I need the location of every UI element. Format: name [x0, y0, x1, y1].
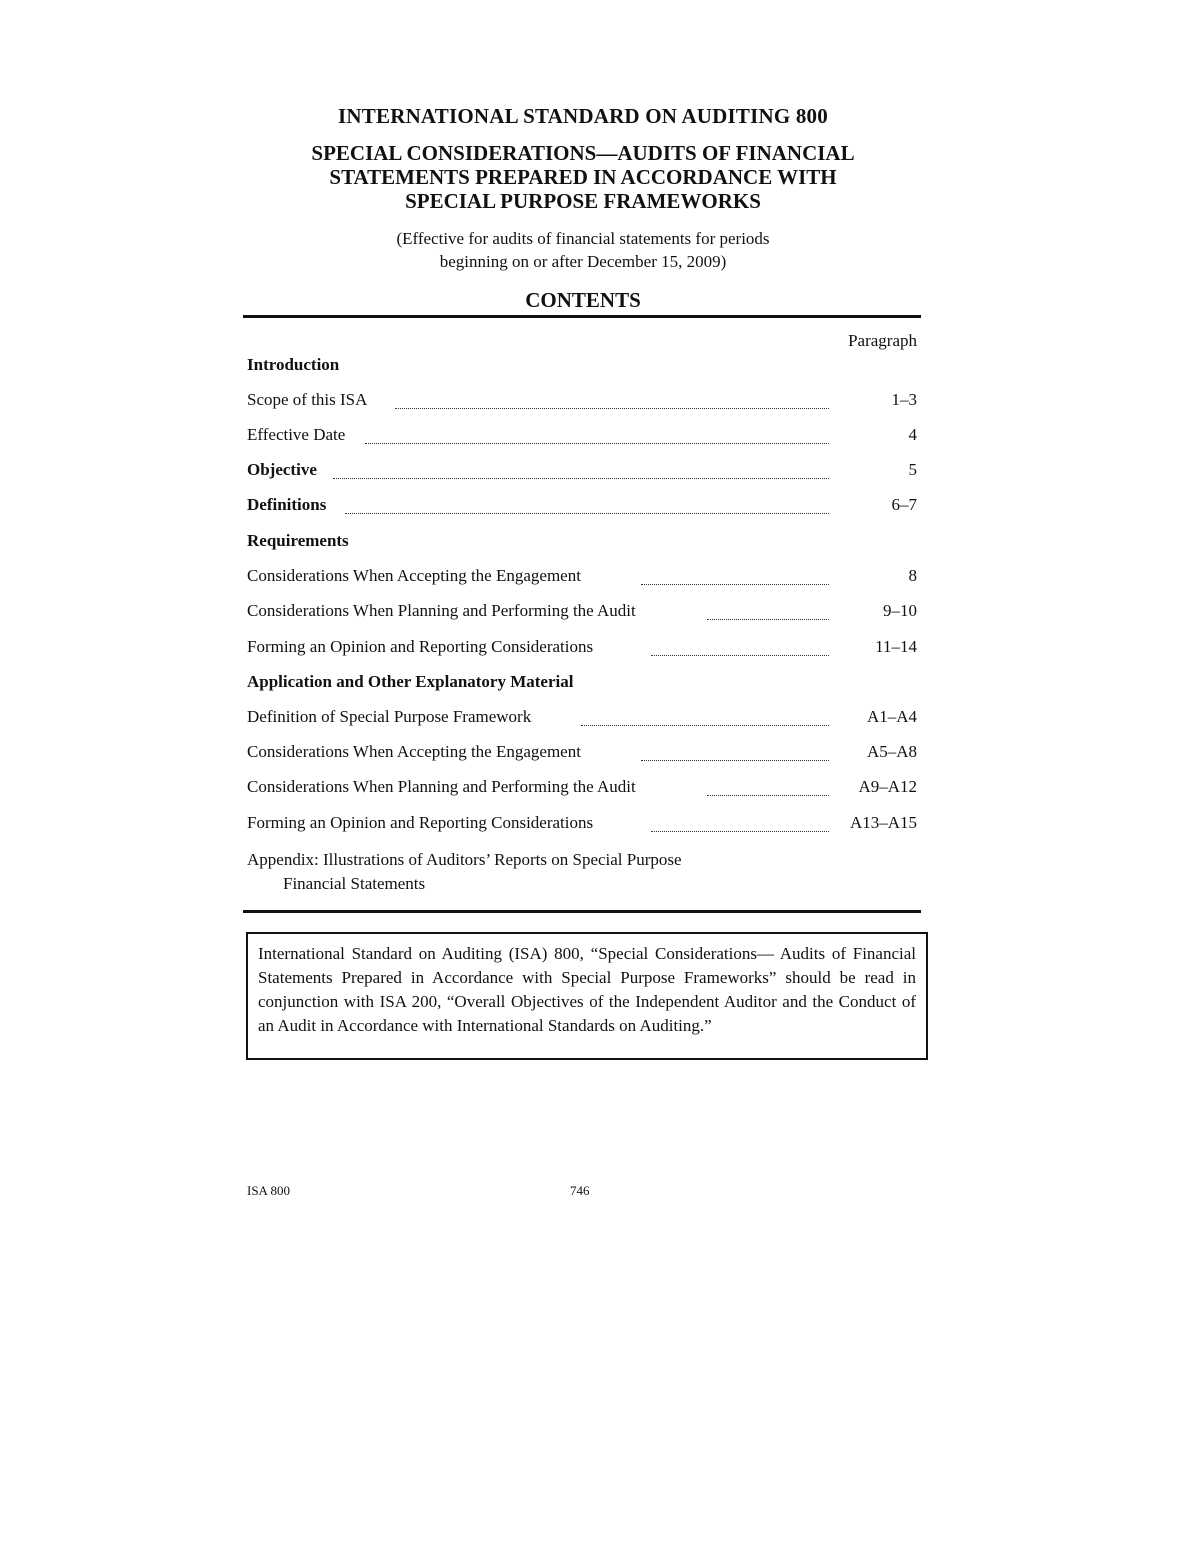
toc-label: Application and Other Explanatory Material — [247, 672, 574, 691]
toc-paragraphs: A9–A12 — [858, 777, 917, 796]
toc-label: Forming an Opinion and Reporting Considerations — [247, 637, 597, 657]
contents-heading: CONTENTS — [525, 288, 641, 312]
toc-paragraphs: 1–3 — [891, 390, 917, 409]
toc-section-heading — [247, 672, 917, 696]
toc-label: Definition of Special Purpose Framework — [247, 707, 535, 727]
toc-entry — [247, 460, 917, 484]
subtitle-line: SPECIAL PURPOSE FRAMEWORKS — [405, 189, 761, 213]
toc-label: Scope of this ISA — [247, 390, 371, 410]
toc-appendix — [247, 848, 917, 896]
paragraph-column-label: Paragraph — [848, 331, 917, 350]
toc-section-heading — [247, 531, 917, 555]
toc-paragraphs: A5–A8 — [866, 742, 917, 761]
appendix-line: Appendix: Illustrations of Auditors’ Reports on Special Purpose — [247, 850, 682, 869]
toc-label: Introduction — [247, 355, 340, 374]
footer-section-label: ISA 800 — [247, 1183, 290, 1198]
toc-entry — [247, 566, 917, 590]
toc-entry — [247, 425, 917, 449]
toc-label: Objective — [247, 460, 321, 480]
effective-line: beginning on or after December 15, 2009) — [439, 252, 727, 271]
effective-date-note — [0, 227, 1166, 273]
effective-line: (Effective for audits of financial statements for periods — [396, 229, 770, 248]
toc-entry — [247, 601, 917, 625]
toc-label: Requirements — [247, 531, 349, 550]
toc-label: Effective Date — [247, 425, 349, 445]
toc-label: Considerations When Planning and Performing the Audit — [247, 601, 640, 621]
subtitle-line: STATEMENTS PREPARED IN ACCORDANCE WITH — [329, 165, 837, 189]
toc-entry — [247, 707, 917, 731]
reading-note-box — [246, 932, 928, 1060]
toc-paragraphs: 5 — [908, 460, 917, 479]
toc-label: Definitions — [247, 495, 330, 515]
bottom-rule — [243, 910, 921, 913]
toc-paragraphs: 6–7 — [891, 495, 917, 514]
toc-paragraphs: 9–10 — [883, 601, 917, 620]
toc-label: Considerations When Planning and Performing the Audit — [247, 777, 640, 797]
toc-section-heading — [247, 355, 917, 379]
toc-entry — [247, 742, 917, 766]
reading-note-text: International Standard on Auditing (ISA) 800, “Special Considerations— Audits of Financial Statements Prepared in Accordance with Special Purpose Frameworks” should be read in conjunction with ISA 200, “Overall Objectives of the Independent Auditor and the Conduct of an Audit in Accordance with International Standards on Auditing.” — [258, 944, 916, 1035]
toc-paragraphs: A1–A4 — [866, 707, 917, 726]
toc-label: Considerations When Accepting the Engagement — [247, 742, 585, 762]
toc-paragraphs: A13–A15 — [849, 813, 917, 832]
toc-paragraphs: 4 — [908, 425, 917, 444]
toc-entry — [247, 777, 917, 801]
paragraph-column-header — [247, 331, 917, 355]
toc-label: Considerations When Accepting the Engagement — [247, 566, 585, 586]
toc-entry — [247, 390, 917, 414]
toc-paragraphs: 8 — [908, 566, 917, 585]
toc-entry — [247, 637, 917, 661]
toc-entry — [247, 813, 917, 837]
footer-page-number: 746 — [570, 1183, 590, 1198]
toc-paragraphs: 11–14 — [875, 637, 917, 656]
top-rule — [243, 315, 921, 318]
standard-subtitle — [0, 141, 1166, 213]
appendix-line: Financial Statements — [283, 874, 426, 893]
toc-entry — [247, 495, 917, 519]
toc-label: Forming an Opinion and Reporting Considerations — [247, 813, 597, 833]
subtitle-line: SPECIAL CONSIDERATIONS—AUDITS OF FINANCIAL — [311, 141, 855, 165]
standard-title: INTERNATIONAL STANDARD ON AUDITING 800 — [338, 104, 828, 128]
